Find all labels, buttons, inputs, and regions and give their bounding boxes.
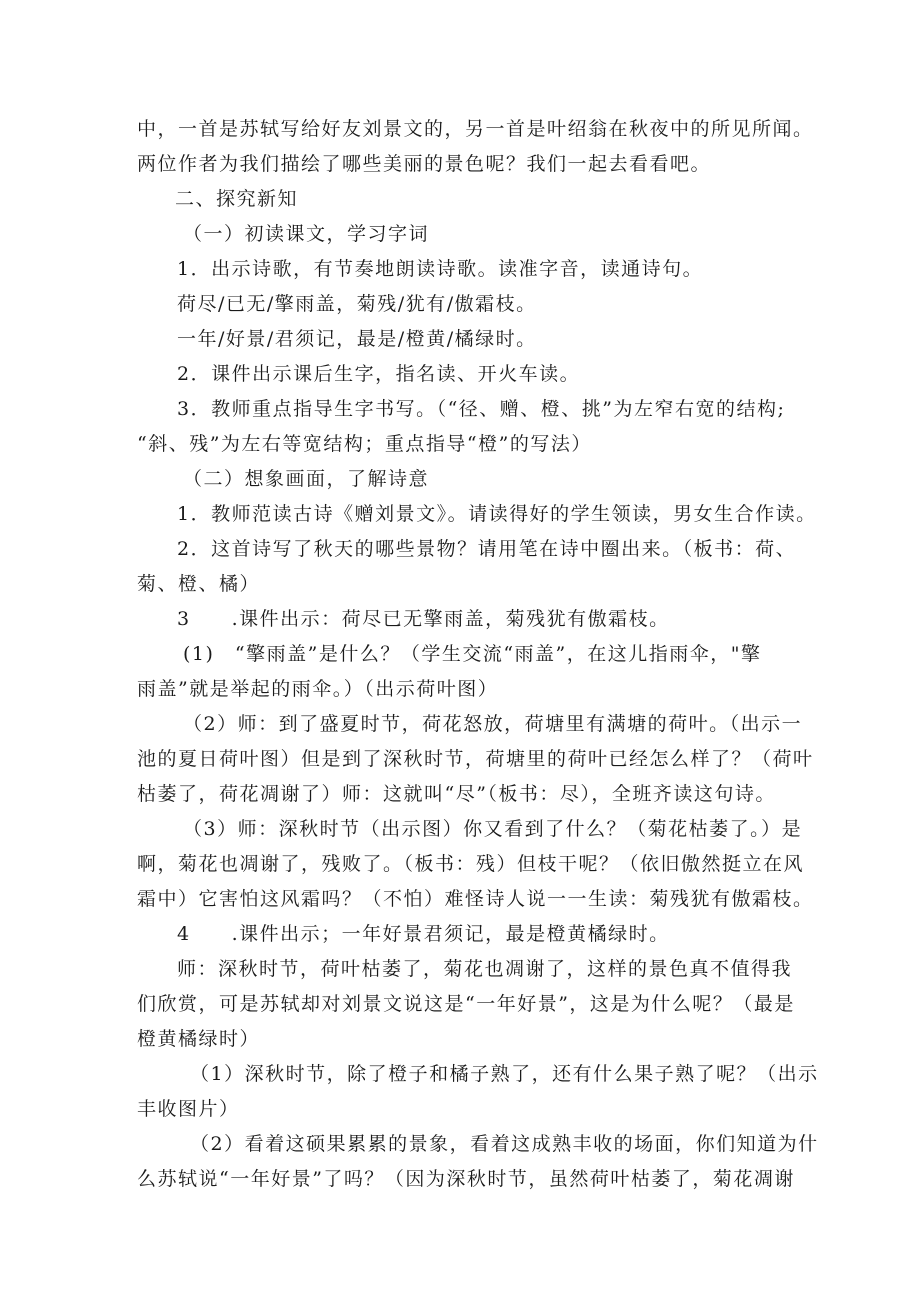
section-heading: 二、探究新知 [175,188,299,210]
text-line: 2．课件出示课后生字，指名读、开火车读。 [177,363,581,385]
text-line: 中，一首是苏轼写给好友刘景文的，另一首是叶绍翁在秋夜中的所见所闻。 [137,118,814,140]
subsection-heading: （二）想象画面，了解诗意 [183,468,430,490]
text-line: 菊、橙、橘） [137,573,261,595]
poem-line: 一年/好景/君须记，最是/橙黄/橘绿时。 [177,328,537,350]
text-line: 啊，菊花也凋谢了，残败了。（板书：残）但枝干呢？（依旧傲然挺立在风 [137,853,805,875]
text-line: 丰收图片） [137,1098,240,1120]
text-line: 霜中）它害怕这风霜吗？（不怕）难怪诗人说一一生读：菊残犹有傲霜枝。 [137,888,814,910]
text-line: 枯萎了，荷花凋谢了）师：这就叫“尽”（板书：尽），全班齐读这句诗。 [137,783,776,805]
text-line: (1) “擎雨盖”是什么？（学生交流“雨盖”，在这儿指雨伞，"擎 [183,643,762,665]
text-line: 3 .课件出示：荷尽已无擎雨盖，菊残犹有傲霜枝。 [177,608,670,630]
text-line: 4 .课件出示；一年好景君须记，最是橙黄橘绿时。 [177,923,670,945]
poem-line: 荷尽/已无/擎雨盖，菊残/犹有/傲霜枝。 [177,293,537,315]
text-line: “斜、残”为左右等宽结构；重点指导“橙”的写法） [137,433,592,455]
text-line: 2．这首诗写了秋天的哪些景物？请用笔在诗中圈出来。（板书：荷、 [177,538,797,560]
subsection-heading: （一）初读课文，学习字词 [183,223,430,245]
text-line: 1．教师范读古诗《赠刘景文》。请读得好的学生领读，男女生合作读。 [177,503,817,525]
text-line: 们欣赏，可是苏轼却对刘景文说这是“一年好景”，这是为什么呢？（最是 [137,993,795,1015]
text-line: （2）看着这硕果累累的景象，看着这成熟丰收的场面，你们知道为什 [190,1133,819,1155]
text-line: 雨盖”就是举起的雨伞。）（出示荷叶图） [137,678,499,700]
text-line: 两位作者为我们描绘了哪些美丽的景色呢？我们一起去看看吧。 [137,153,712,175]
text-line: 么苏轼说“一年好景”了吗？（因为深秋时节，虽然荷叶枯萎了，菊花凋谢 [137,1168,795,1190]
text-line: （1）深秋时节，除了橙子和橘子熟了，还有什么果子熟了呢？（出示 [190,1063,819,1085]
text-line: （3）师：深秋时节（出示图）你又看到了什么？（菊花枯萎了。）是 [183,818,803,840]
text-line: 师：深秋时节，荷叶枯萎了，菊花也凋谢了，这样的景色真不值得我 [177,958,793,980]
text-line: 池的夏日荷叶图）但是到了深秋时节，荷塘里的荷叶已经怎么样了？（荷叶 [137,748,814,770]
text-line: 3．教师重点指导生字书写。（“径、赠、橙、挑”为左窄右宽的结构; [177,398,786,420]
text-line: 1．出示诗歌，有节奏地朗读诗歌。读准字音，读通诗句。 [177,258,704,280]
text-line: （2）师：到了盛夏时节，荷花怒放，荷塘里有满塘的荷叶。（出示一 [183,713,803,735]
text-line: 橙黄橘绿时） [137,1028,261,1050]
